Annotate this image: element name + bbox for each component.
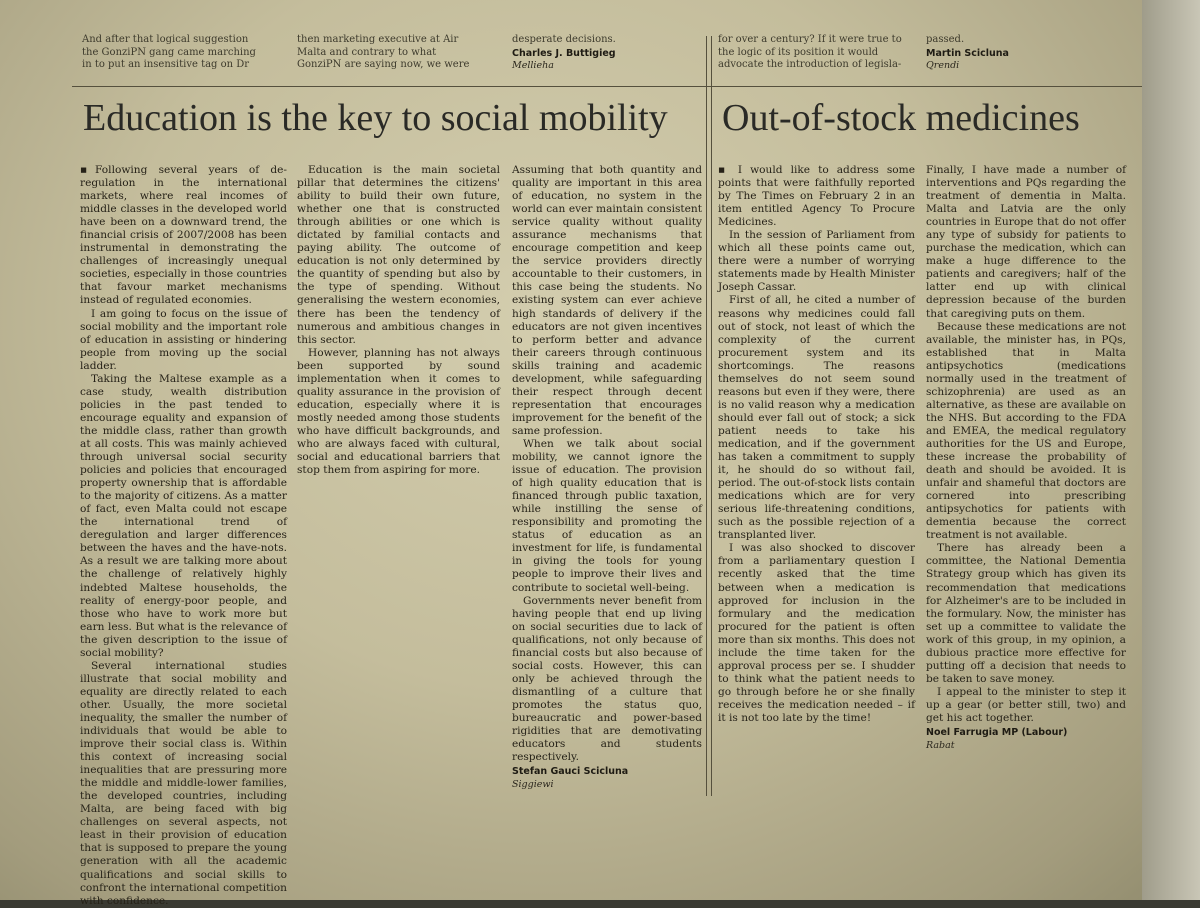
paragraph: ▪ I would like to address some points that were faithfully reported by The Times on February 2 in an item entitled Agency To Procure Medicines. <box>718 164 915 229</box>
bullet-icon: ▪ <box>80 164 96 176</box>
top-fragment-5 <box>926 34 1126 73</box>
paragraph: There has already been a committee, the National Dementia Strategy group which has given its recommendation that medications for Alzheimer's are to be included in the formulary. Now, the minister has set up a committee to validate the work of this group, in my opinion, a dubious practice more effective for putting off a decision that needs to be taken to save money. <box>926 542 1126 685</box>
paragraph: When we talk about social mobility, we cannot ignore the issue of education. The provision of high quality education that is financed through public taxation, while instilling the sense of responsibility and promoting the status of education as an investment for life, is fundamental in giving the tools for young people to improve their lives and contribute to societal well-being. <box>512 437 702 594</box>
column-divider <box>711 36 712 796</box>
top-fragment-2 <box>297 34 497 72</box>
top-fragment-3 <box>512 34 702 73</box>
paragraph: Governments never benefit from having people that end up living on social securities due to lack of qualifications, not only because of financial costs but also because of social costs. However, this can only be achieved through the dismantling of a culture that promotes the status quo, bureaucratic and power-based rigidities that are demotivating educators and students respectively. <box>512 594 702 764</box>
letter-signature: Stefan Gauci Scicluna <box>512 766 629 778</box>
fragment-line: GonziPN are saying now, we were <box>297 59 470 71</box>
letter-place: Rabat <box>926 740 955 752</box>
column-divider <box>706 36 707 796</box>
fragment-place: Mellieha <box>512 60 554 72</box>
letter-signature: Noel Farrugia MP (Labour) <box>926 727 1068 739</box>
fragment-line: desperate decisions. <box>512 34 616 45</box>
text-column-2 <box>297 164 500 819</box>
fragment-signature: Martin Scicluna <box>926 47 1009 59</box>
paragraph: Finally, I have made a number of interventions and PQs regarding the treatment of dementia in Malta. Malta and Latvia are the only countries in Europe that do not offer any type of subsidy for patients to purchase the medication, which can make a huge difference to the patients and caregivers; half of the latter end up with clinical depression because of the burden that caregiving puts on them. <box>926 164 1126 320</box>
fragment-place: Qrendi <box>926 60 960 72</box>
fragment-line: the GonziPN gang came marching <box>82 46 256 58</box>
text-column-3 <box>512 164 702 819</box>
paragraph: Taking the Maltese example as a case study, wealth distribution policies in the past tended to encourage equality and expansion of the middle class, rather than growth at all costs. This was mainly achieved through universal social security policies and policies that encouraged property ownership that is affordable to the majority of citizens. As a matter of fact, even Malta could not escape the international trend of deregulation and larger differences between the haves and the have-nots. As a result we are talking more about the challenge of relatively highly indebted Maltese households, the reality of energy-poor people, and those who have to work more but earn less. But what is the relevance of the given description to the issue of social mobility? <box>80 372 287 659</box>
fragment-line: for over a century? If it were true to <box>718 34 902 45</box>
fragment-signature: Charles J. Buttigieg <box>512 47 616 59</box>
bullet-icon: ▪ <box>718 164 738 176</box>
top-rule <box>72 86 1152 87</box>
fragment-line: And after that logical suggestion <box>82 34 249 45</box>
top-fragment-1 <box>82 34 277 72</box>
paragraph: Education is the main societal pillar that determines the citizens' ability to build their own future, whether one that is constructed through abilities or one which is dictated by familial contacts and paying ability. The outcome of education is not only determined by the quantity of spending but also by the type of spending. Without generalising the western economies, there has been the tendency of numerous and ambitious changes in this sector. <box>297 164 500 346</box>
top-fragment-4 <box>718 34 913 72</box>
text-column-4 <box>718 164 915 804</box>
paragraph: I am going to focus on the issue of social mobility and the important role of education in assisting or hindering people from moving up the social ladder. <box>80 307 287 372</box>
headline-medicines: Out-of-stock medicines <box>722 97 1080 139</box>
fragment-line: advocate the introduction of legisla- <box>718 59 902 71</box>
paragraph: Because these medications are not available, the minister has, in PQs, established that in Malta antipsychotics (medications normally used in the treatment of schizophrenia) are used as an alternative, as these are available on the NHS. But according to the FDA and EMEA, the medical regulatory authorities for the US and Europe, these increase the probability of death and should be avoided. It is unfair and shameful that doctors are cornered into prescribing antipsychotics for patients with dementia because the correct treatment is not available. <box>926 320 1126 542</box>
fragment-line: the logic of its position it would <box>718 46 879 58</box>
text-column-5 <box>926 164 1126 804</box>
fragment-line: in to put an insensitive tag on Dr <box>82 59 250 71</box>
fragment-line: Malta and contrary to what <box>297 46 437 58</box>
fragment-line: then marketing executive at Air <box>297 34 459 45</box>
paragraph: I appeal to the minister to step it up a gear (or better still, two) and get his act together. <box>926 685 1126 724</box>
paragraph: First of all, he cited a number of reasons why medicines could fall out of stock, not least of which the complexity of the current procurement system and its shortcomings. The reasons themselves do not seem sound reasons but even if they were, there is no valid reason why a medication should ever fall out of stock; a sick patient needs to take his medication, and if the government has taken a commitment to supply it, he should do so without fail, period. The out-of-stock lists contain medications which are for very serious life-threatening conditions, such as the possible rejection of a transplanted liver. <box>718 294 915 542</box>
paragraph: Assuming that both quantity and quality are important in this area of education, no system in the world can ever maintain consistent service quality without quality assurance mechanisms that encourage competition and keep the service providers directly accountable to their customers, in this case being the students. No existing system can ever achieve high standards of delivery if the educators are not given incentives to perform better and advance their careers through continuous skills training and academic development, while safeguarding their respect through decent representation that encourages improvement for the benefit of the same profession. <box>512 164 702 437</box>
background-wall <box>1142 0 1200 900</box>
paragraph: In the session of Parliament from which all these points came out, there were a number of worrying statements made by Health Minister Joseph Cassar. <box>718 229 915 294</box>
paragraph: However, planning has not always been supported by sound implementation when it comes to quality assurance in the provision of education, especially where it is mostly needed among those students who have difficult backgrounds, and who are always faced with cultural, social and educational barriers that stop them from aspiring for more. <box>297 346 500 477</box>
headline-education: Education is the key to social mobility <box>83 97 668 139</box>
fragment-line: passed. <box>926 34 965 45</box>
text-column-1 <box>80 164 287 907</box>
paragraph: Several international studies illustrate that social mobility and equality are directly related to each other. Usually, the more societal inequality, the smaller the number of individuals that would be able to improve their social class is. Within this context of increasing social inequalities that are pressuring more the middle and middle-lower families, the developed countries, including Malta, are being faced with big challenges on several aspects, not least in their provision of education that is supposed to prepare the young generation with all the academic qualifications and social skills to confront the international competition with confidence. <box>80 659 287 907</box>
letter-place: Siggiewi <box>512 779 554 791</box>
paragraph: ▪Following several years of de-regulation in the international markets, where real incomes of middle classes in the developed world have been on a downward trend, the financial crisis of 2007/2008 has been instrumental in demonstrating the challenges of increasingly unequal societies, especially in those countries that favour market mechanisms instead of regulated economies. <box>80 164 287 307</box>
paragraph: I was also shocked to discover from a parliamentary question I recently asked that the time between when a medication is approved for inclusion in the formulary and the medication procured for the patient is often more than six months. This does not include the time taken for the approval process per se. I shudder to think what the patient needs to go through before he or she finally receives the medication needed – if it is not too late by the time! <box>718 542 915 724</box>
